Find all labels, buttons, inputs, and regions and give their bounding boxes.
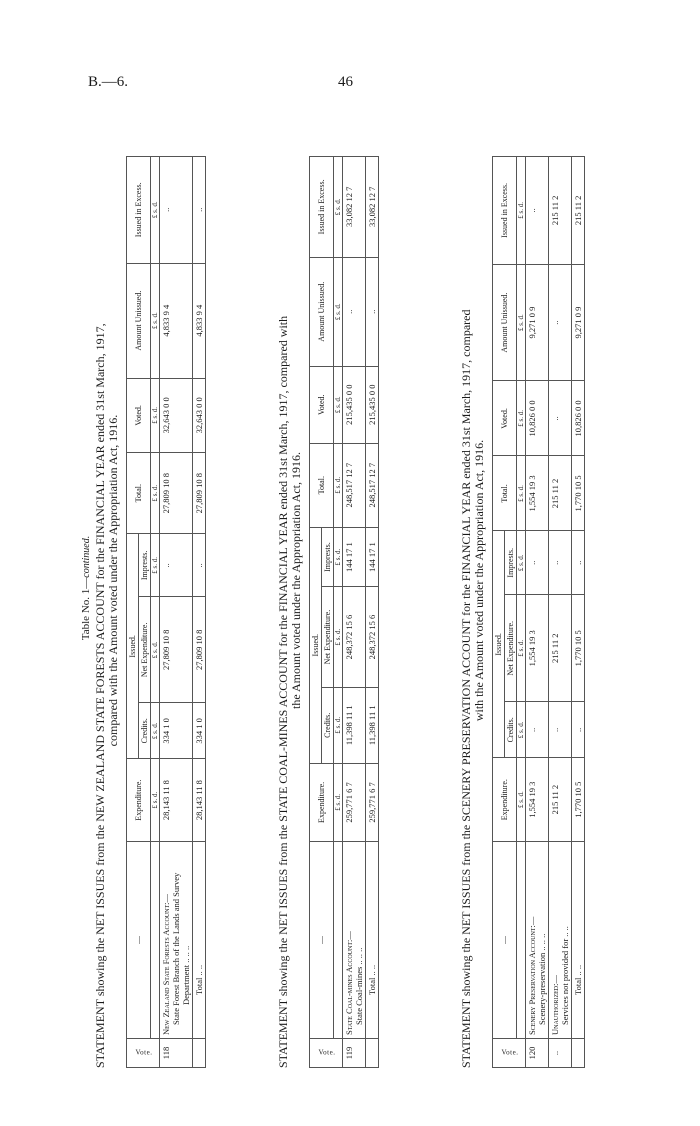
- total-header: Total.: [493, 456, 517, 531]
- issued-in-excess-header: Issued in Excess.: [493, 157, 517, 265]
- unissued-cell: ..: [343, 257, 366, 366]
- statement-table: [309, 156, 379, 1068]
- expenditure-cell: 215 11 2: [549, 758, 572, 842]
- description-line: Services not provided for .. ..: [560, 926, 570, 1025]
- total-header: Total.: [127, 452, 151, 533]
- lsd-unit-label: £ s. d.: [334, 527, 343, 587]
- credits-cell: 334 1 0: [160, 703, 193, 759]
- statement-title: [460, 153, 486, 1068]
- net-expenditure-header: Net Expenditure.: [139, 597, 151, 703]
- statement-table: [492, 156, 585, 1068]
- lsd-unit-label: £ s. d.: [334, 687, 343, 763]
- voted-cell: 32,643 0 0: [160, 378, 193, 452]
- vote-header: [493, 1039, 526, 1068]
- statement-title: [277, 153, 303, 1068]
- credits-cell: 11,398 11 1: [366, 687, 379, 763]
- expenditure-cell: 259,771 6 7: [343, 763, 366, 841]
- imprests-header: Imprests.: [505, 531, 517, 595]
- description-line: Total .. ..: [367, 964, 377, 995]
- imprests-cell: ..: [549, 531, 572, 595]
- table-number-label: Table No. 1—: [80, 577, 92, 641]
- table-row: [343, 157, 366, 1068]
- lsd-unit-label: £ s. d.: [151, 157, 160, 264]
- vote-number: 118: [160, 1039, 193, 1068]
- lsd-unit-label: £ s. d.: [334, 366, 343, 443]
- credits-cell: ..: [572, 702, 585, 758]
- net-cell: 248,372 15 6: [366, 587, 379, 687]
- vote-number: 119: [343, 1039, 366, 1068]
- imprests-cell: 144 17 1: [343, 527, 366, 587]
- total-header: Total.: [310, 443, 334, 527]
- vote-number: [572, 1039, 585, 1068]
- voted-cell: 32,643 0 0: [193, 378, 206, 452]
- statement-subtitle: the Amount voted under the Appropriation Act, 1916.: [289, 452, 303, 709]
- table-row: [549, 157, 572, 1068]
- voted-header: Voted.: [127, 378, 151, 452]
- credits-header: Credits.: [139, 703, 151, 759]
- total-cell: 248,517 12 7: [343, 443, 366, 527]
- statement-title-text: STATEMENT showing the NET ISSUES from the SCENERY PRESERVATION ACCOUNT for the FINANCIAL YEAR ended 31st March, 1917, compared: [459, 309, 473, 1068]
- excess-cell: 215 11 2: [572, 157, 585, 265]
- description-line: Scenery Preservation Account:—: [527, 916, 537, 1035]
- excess-cell: 215 11 2: [549, 157, 572, 265]
- total-cell: 1,770 10 5: [572, 456, 585, 531]
- issued-header: Issued.: [127, 534, 139, 759]
- total-cell: 1,554 19 3: [526, 456, 549, 531]
- excess-cell: ..: [160, 157, 193, 264]
- row-description: [160, 842, 193, 1039]
- lsd-unit-label: £ s. d.: [334, 443, 343, 527]
- voted-cell: ..: [549, 381, 572, 456]
- lsd-unit-label: £ s. d.: [334, 763, 343, 841]
- excess-cell: ..: [526, 157, 549, 265]
- statement-1: [94, 108, 277, 1068]
- net-cell: 248,372 15 6: [343, 587, 366, 687]
- description-line: New Zealand State Forests Account:—: [161, 894, 171, 1035]
- table-number: [80, 108, 94, 1068]
- row-description: [572, 842, 585, 1039]
- expenditure-cell: 28,143 11 8: [193, 759, 206, 842]
- blank-cell: [151, 842, 160, 1039]
- row-description: [193, 842, 206, 1039]
- lsd-unit-label: £ s. d.: [517, 702, 526, 758]
- statement-title-text: STATEMENT showing the NET ISSUES from the NEW ZEALAND STATE FORESTS ACCOUNT for the FINANCIAL YEAR ended 31st March, 1917,: [93, 323, 107, 1068]
- statement-title: [94, 153, 120, 1068]
- vote-header-label: Vote.: [501, 1049, 518, 1057]
- statements: [94, 108, 643, 1068]
- lsd-unit-label: £ s. d.: [151, 378, 160, 452]
- total-cell: 27,809 10 8: [193, 452, 206, 533]
- unissued-cell: 9,271 0 9: [572, 264, 585, 381]
- lsd-unit-label: £ s. d.: [334, 587, 343, 687]
- unissued-cell: ..: [549, 264, 572, 381]
- lsd-unit-label: £ s. d.: [334, 257, 343, 366]
- statement-3: [460, 108, 643, 1068]
- row-description: [526, 842, 549, 1039]
- table-number-suffix: continued.: [81, 535, 92, 578]
- issued-in-excess-header: Issued in Excess.: [127, 157, 151, 264]
- expenditure-cell: 1,770 10 5: [572, 758, 585, 842]
- row-description: [549, 842, 572, 1039]
- credits-cell: ..: [526, 702, 549, 758]
- total-row: [366, 157, 379, 1068]
- voted-cell: 215,435 0 0: [343, 366, 366, 443]
- net-expenditure-header: Net Expenditure.: [322, 587, 334, 687]
- expenditure-header: Expenditure.: [310, 763, 334, 841]
- total-row: [572, 157, 585, 1068]
- expenditure-cell: 28,143 11 8: [160, 759, 193, 842]
- credits-cell: 334 1 0: [193, 703, 206, 759]
- vote-header-label: Vote.: [135, 1049, 152, 1057]
- imprests-header: Imprests.: [322, 527, 334, 587]
- credits-header: Credits.: [322, 687, 334, 763]
- page-code: B.—6.: [88, 74, 129, 90]
- lsd-unit-label: £ s. d.: [517, 157, 526, 265]
- excess-cell: 33,082 12 7: [343, 157, 366, 258]
- table-row: [526, 157, 549, 1068]
- statement-subtitle: compared with the Amount voted under the Appropriation Act, 1916.: [106, 414, 120, 747]
- excess-cell: 33,082 12 7: [366, 157, 379, 258]
- vote-header-label: Vote.: [318, 1049, 335, 1057]
- voted-cell: 215,435 0 0: [366, 366, 379, 443]
- net-cell: 1,554 19 3: [526, 595, 549, 702]
- unissued-cell: ..: [366, 257, 379, 366]
- lsd-unit-label: £ s. d.: [151, 263, 160, 378]
- amount-unissued-header: Amount Unissued.: [127, 263, 151, 378]
- imprests-header: Imprests.: [139, 534, 151, 597]
- voted-cell: 10,826 0 0: [526, 381, 549, 456]
- net-cell: 27,809 10 8: [193, 597, 206, 703]
- lsd-unit-label: £ s. d.: [517, 456, 526, 531]
- description-line: Total .. ..: [573, 964, 583, 995]
- imprests-cell: ..: [572, 531, 585, 595]
- description-header: —: [310, 842, 334, 1039]
- net-cell: 1,770 10 5: [572, 595, 585, 702]
- total-row: [193, 157, 206, 1068]
- issued-in-excess-header: Issued in Excess.: [310, 157, 334, 258]
- lsd-unit-label: £ s. d.: [151, 597, 160, 703]
- expenditure-cell: 259,771 6 7: [366, 763, 379, 841]
- lsd-unit-label: £ s. d.: [334, 157, 343, 258]
- vote-header: [127, 1039, 160, 1068]
- lsd-unit-label: £ s. d.: [517, 531, 526, 595]
- imprests-cell: ..: [193, 534, 206, 597]
- voted-header: Voted.: [310, 366, 334, 443]
- unissued-cell: 9,271 0 9: [526, 264, 549, 381]
- page-number: 46: [338, 74, 353, 90]
- row-description: [366, 842, 379, 1039]
- amount-unissued-header: Amount Unissued.: [310, 257, 334, 366]
- row-description: [343, 842, 366, 1039]
- vote-number: 120: [526, 1039, 549, 1068]
- unissued-cell: 4,833 9 4: [160, 263, 193, 378]
- total-cell: 27,809 10 8: [160, 452, 193, 533]
- expenditure-header: Expenditure.: [127, 759, 151, 842]
- voted-cell: 10,826 0 0: [572, 381, 585, 456]
- lsd-unit-label: £ s. d.: [517, 264, 526, 381]
- description-line: State Coal-mines Account:—: [344, 931, 354, 1035]
- net-cell: 215 11 2: [549, 595, 572, 702]
- excess-cell: ..: [193, 157, 206, 264]
- description-header: —: [127, 842, 151, 1039]
- vote-number: [193, 1039, 206, 1068]
- imprests-cell: ..: [160, 534, 193, 597]
- total-cell: 215 11 2: [549, 456, 572, 531]
- description-header: —: [493, 842, 517, 1039]
- amount-unissued-header: Amount Unissued.: [493, 264, 517, 381]
- credits-cell: ..: [549, 702, 572, 758]
- blank-cell: [334, 842, 343, 1039]
- description-line: Unauthorized:—: [550, 975, 560, 1035]
- net-expenditure-header: Net Expenditure.: [505, 595, 517, 702]
- lsd-unit-label: £ s. d.: [151, 703, 160, 759]
- statement-title-text: STATEMENT showing the NET ISSUES from the STATE COAL-MINES ACCOUNT for the FINANCIAL YEAR ended 31st March, 1917, compared with: [276, 315, 290, 1068]
- lsd-unit-label: £ s. d.: [517, 758, 526, 842]
- description-line: Total .. ..: [194, 964, 204, 995]
- total-cell: 248,517 12 7: [366, 443, 379, 527]
- lsd-unit-label: £ s. d.: [151, 534, 160, 597]
- description-line: State Coal-mines .. .. ..: [354, 947, 364, 1025]
- voted-header: Voted.: [493, 381, 517, 456]
- rotated-content: [80, 108, 650, 1068]
- credits-cell: 11,398 11 1: [343, 687, 366, 763]
- expenditure-cell: 1,554 19 3: [526, 758, 549, 842]
- net-cell: 27,809 10 8: [160, 597, 193, 703]
- statement-table: [126, 156, 206, 1068]
- statement-2: [277, 108, 460, 1068]
- imprests-cell: 144 17 1: [366, 527, 379, 587]
- vote-number: [366, 1039, 379, 1068]
- blank-cell: [517, 842, 526, 1039]
- description-line: State Forest Branch of the Lands and Survey: [171, 872, 181, 1025]
- issued-header: Issued.: [493, 531, 505, 758]
- imprests-cell: ..: [526, 531, 549, 595]
- statement-subtitle: with the Amount voted under the Appropriation Act, 1916.: [472, 439, 486, 722]
- vote-header: [310, 1039, 343, 1068]
- lsd-unit-label: £ s. d.: [517, 595, 526, 702]
- table-row: [160, 157, 193, 1068]
- description-line: Scenery-preservation .. .. ..: [537, 933, 547, 1025]
- lsd-unit-label: £ s. d.: [151, 759, 160, 842]
- lsd-unit-label: £ s. d.: [151, 452, 160, 533]
- unissued-cell: 4,833 9 4: [193, 263, 206, 378]
- expenditure-header: Expenditure.: [493, 758, 517, 842]
- issued-header: Issued.: [310, 527, 322, 763]
- vote-number: ..: [549, 1039, 572, 1068]
- lsd-unit-label: £ s. d.: [517, 381, 526, 456]
- description-line: Department .. .. ..: [181, 945, 191, 1005]
- credits-header: Credits.: [505, 702, 517, 758]
